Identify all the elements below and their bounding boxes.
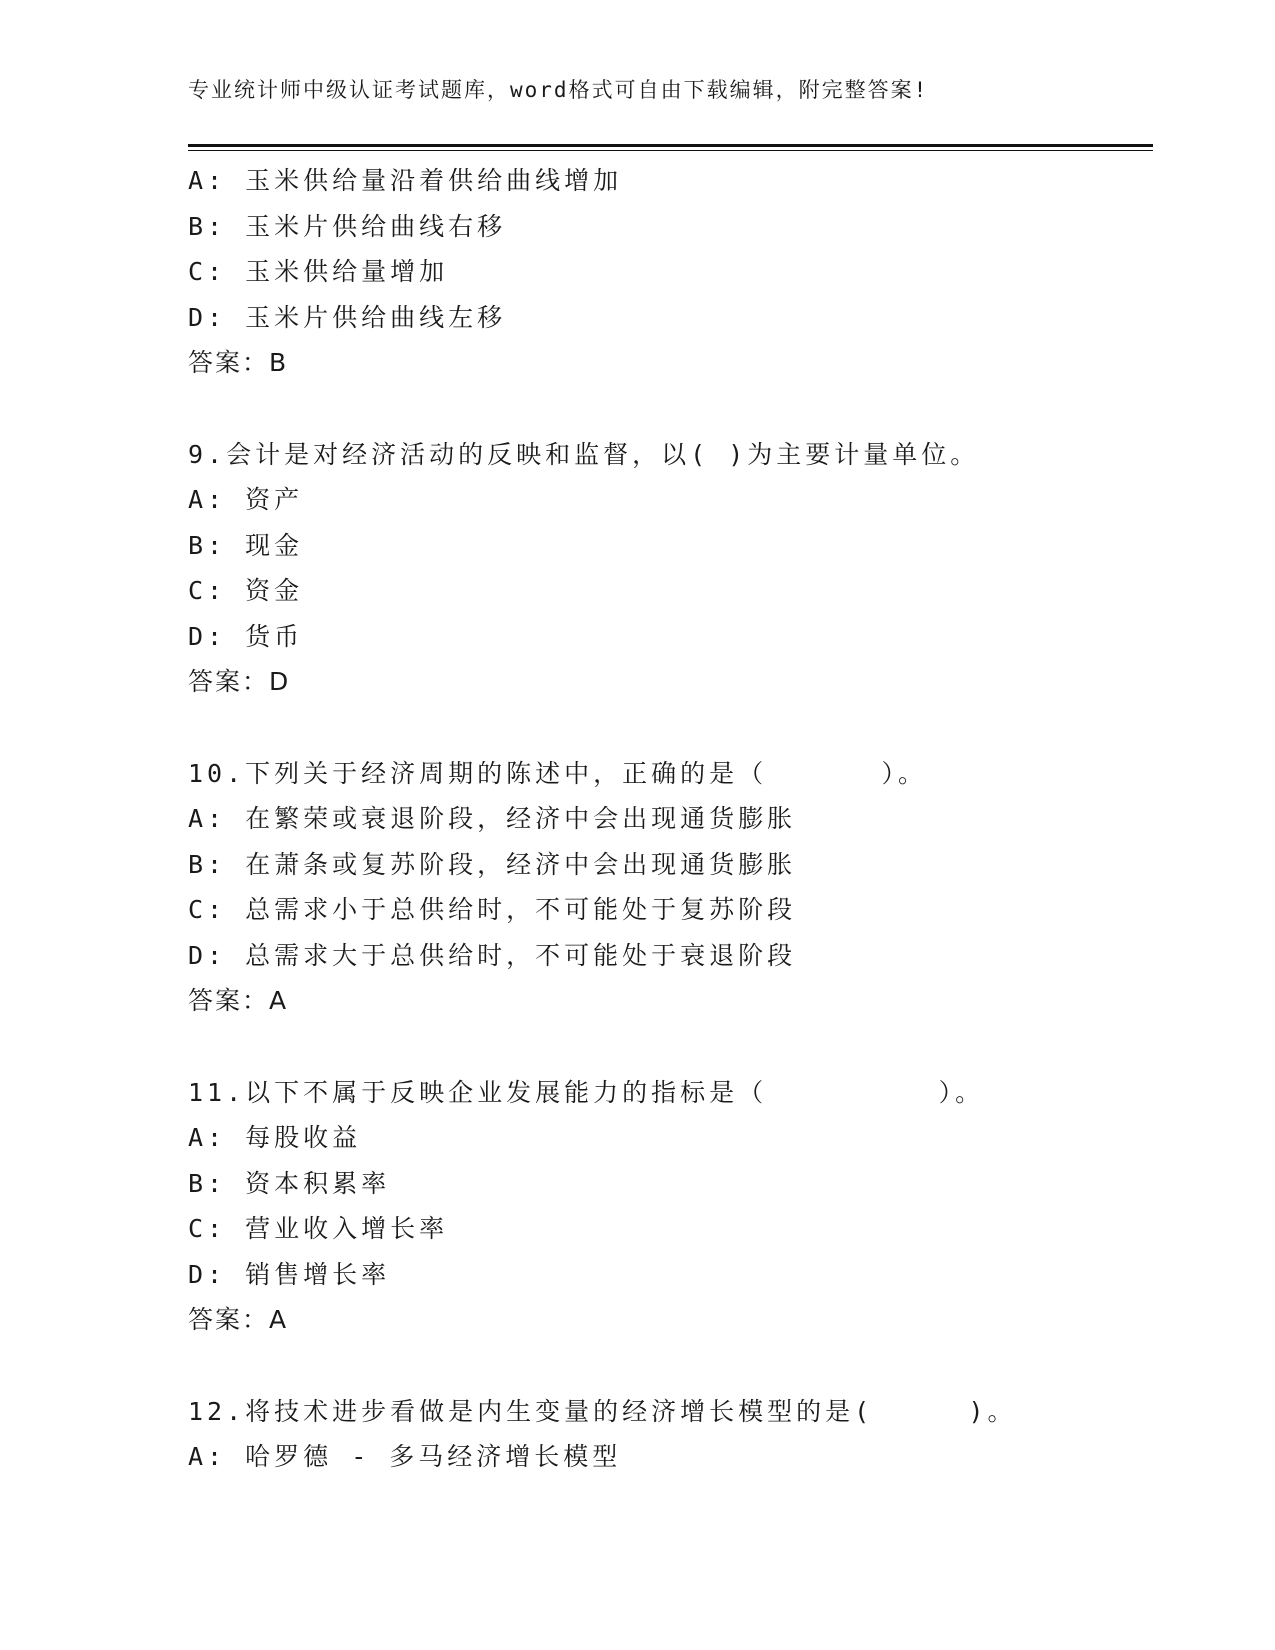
- answer: 答案：B: [188, 348, 289, 377]
- spacer: [188, 386, 1148, 432]
- option-a: A: 哈罗德 - 多马经济增长模型: [188, 1442, 622, 1471]
- option-c: C: 总需求小于总供给时，不可能处于复苏阶段: [188, 895, 797, 924]
- option-a: A: 在繁荣或衰退阶段，经济中会出现通货膨胀: [188, 804, 797, 833]
- option-d: D: 销售增长率: [188, 1259, 391, 1289]
- option-a: A: 玉米供给量沿着供给曲线增加: [188, 166, 623, 195]
- option-a: A: 每股收益: [188, 1123, 362, 1152]
- option-b: B: 在萧条或复苏阶段，经济中会出现通货膨胀: [188, 849, 797, 879]
- question-continuation: [188, 158, 1148, 386]
- answer: 答案：A: [188, 1305, 289, 1334]
- question-list: [188, 158, 1148, 1480]
- question-stem: 10.下列关于经济周期的陈述中，正确的是（ ）。: [188, 758, 927, 788]
- option-c: C: 营业收入增长率: [188, 1214, 449, 1243]
- option-b: B: 资本积累率: [188, 1168, 391, 1198]
- question-9: [188, 432, 1148, 705]
- option-d: D: 货币: [188, 621, 304, 651]
- spacer: [188, 1024, 1148, 1070]
- question-10: [188, 751, 1148, 1024]
- spacer: [188, 1343, 1148, 1389]
- question-12: [188, 1389, 1148, 1480]
- option-c: C: 资金: [188, 576, 304, 605]
- header-rule-thin: [188, 150, 1153, 151]
- header-rule-thick: [188, 144, 1153, 147]
- option-b: B: 现金: [188, 530, 304, 560]
- option-d: D: 总需求大于总供给时，不可能处于衰退阶段: [188, 940, 797, 970]
- option-d: D: 玉米片供给曲线左移: [188, 302, 507, 332]
- question-stem: 9.会计是对经济活动的反映和监督，以( )为主要计量单位。: [188, 439, 980, 469]
- answer: 答案：D: [188, 667, 291, 696]
- spacer: [188, 705, 1148, 751]
- answer: 答案：A: [188, 986, 289, 1015]
- page-header: 专业统计师中级认证考试题库，word格式可自由下载编辑，附完整答案!: [188, 78, 929, 102]
- option-b: B: 玉米片供给曲线右移: [188, 211, 507, 241]
- question-11: [188, 1070, 1148, 1343]
- option-a: A: 资产: [188, 485, 304, 514]
- question-stem: 12.将技术进步看做是内生变量的经济增长模型的是( )。: [188, 1396, 1017, 1426]
- question-stem: 11.以下不属于反映企业发展能力的指标是（ ）。: [188, 1077, 985, 1107]
- option-c: C: 玉米供给量增加: [188, 257, 449, 286]
